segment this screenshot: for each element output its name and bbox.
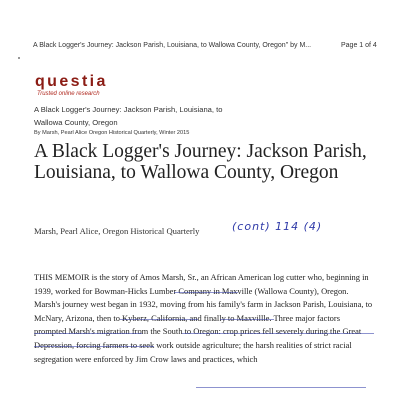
pen-underline [220,319,274,320]
pen-underline [196,387,366,388]
pen-underline [120,319,198,320]
page-indicator: Page 1 of 4 [341,42,377,49]
pen-underline [34,333,142,334]
running-title: A Black Logger's Journey: Jackson Parish, Louisiana, to Wallowa County, Oregon" by M... [33,42,312,49]
pen-underline [34,346,154,347]
handwritten-note: (cont) 114 (4) [232,220,323,233]
brand-tagline: Trusted online research [37,91,100,97]
citation-title-line-1: A Black Logger's Journey: Jackson Parish, Louisiana, to [34,105,223,114]
article-title: A Black Logger's Journey: Jackson Parish, Louisiana, to Wallowa County, Oregon [34,141,367,183]
article-body: THIS MEMOIR is the story of Amos Marsh, Sr., an African American log cutter who, beginning in 1939, worked for Bowman-Hicks Lumber Company in Maxville (Wallowa County), Oregon. Marsh's journey west began in 1932, moving from his family's farm in Jackson Parish, Louisiana, to McNary, Arizona, then to Kyberz, California, and finally to Maxvillle. Three major factors prompted Marsh's migration from the South to Oregon: crop prices fell severely during the Great Depression, forcing farmers to seek work outside agriculture; the harsh realities of strict racial segregation were enforced by Jim Crow laws and practices, which [34,272,373,364]
citation-title-line-2: Wallowa County, Oregon [34,118,118,127]
scan-speck [18,57,20,59]
article-byline: Marsh, Pearl Alice, Oregon Historical Quarterly [34,226,200,236]
citation-meta: By Marsh, Pearl Alice Oregon Historical Quarterly, Winter 2015 [34,130,190,136]
pen-underline [174,292,238,293]
brand-name: questia [35,73,108,90]
pen-underline [182,333,374,334]
